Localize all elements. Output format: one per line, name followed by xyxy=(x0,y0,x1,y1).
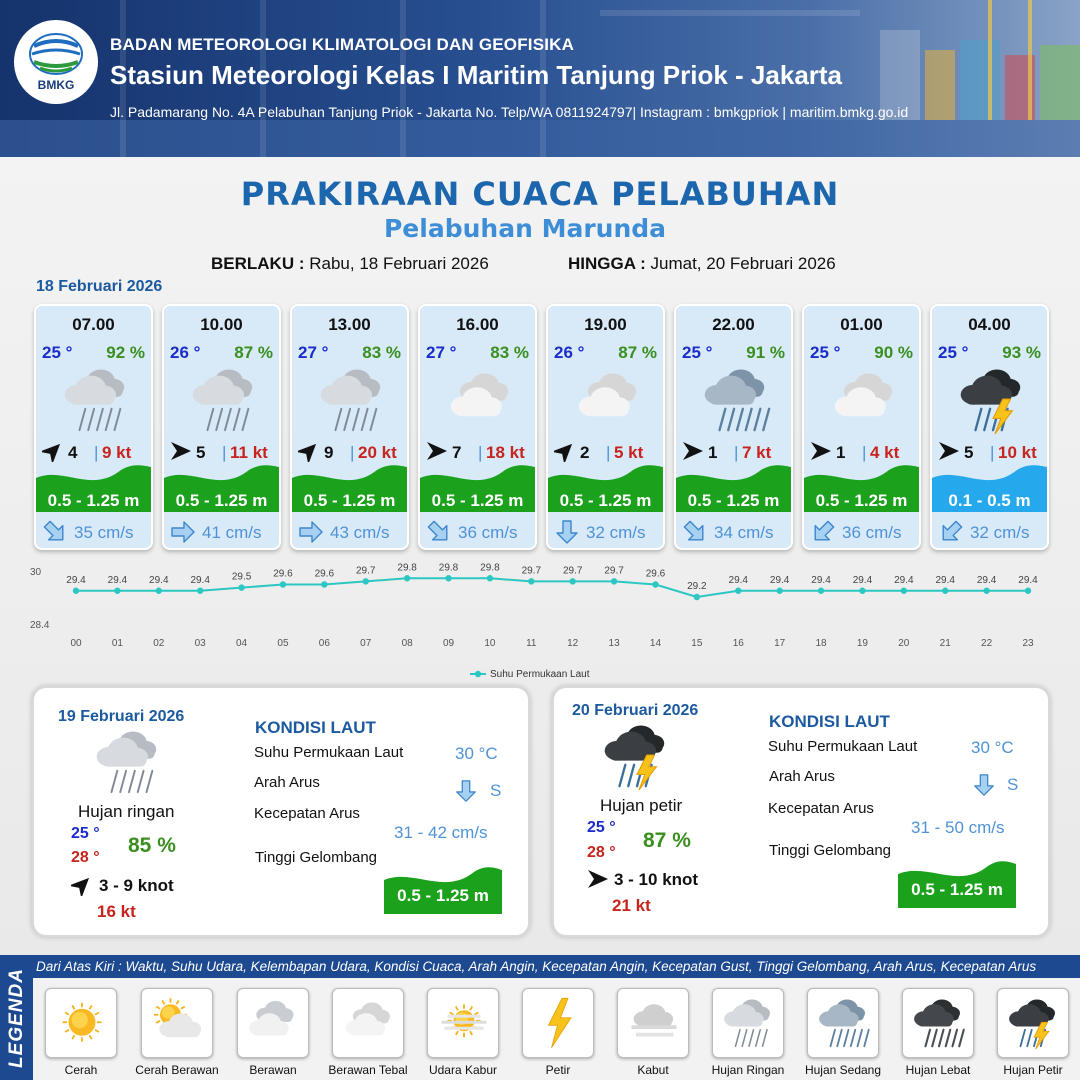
valid-to-value: Jumat, 20 Februari 2026 xyxy=(650,254,836,273)
forecast-humidity: 83 % xyxy=(362,343,401,362)
x-tick-label: 14 xyxy=(649,638,662,649)
forecast-temp: 27 ° xyxy=(298,343,329,362)
page-title: PRAKIRAAN CUACA PELABUHAN xyxy=(240,175,840,213)
legend-berawan-tebal-icon xyxy=(332,988,404,1058)
current-speed: 36 cm/s xyxy=(842,523,902,542)
day2-weather-icon xyxy=(90,726,168,798)
current-arrow-icon xyxy=(938,519,964,545)
day2-speed-value: 31 - 42 cm/s xyxy=(394,823,488,842)
current-row xyxy=(804,516,919,548)
legend-series-name: Suhu Permukaan Laut xyxy=(490,669,590,680)
legend-label: Hujan Petir xyxy=(1003,1063,1063,1077)
sst-data-label: 29.4 xyxy=(66,574,86,586)
x-tick-label: 08 xyxy=(401,638,413,649)
day3-panel xyxy=(552,686,1050,937)
day2-gust: 16 kt xyxy=(97,902,136,921)
wind-separator: | xyxy=(734,443,739,462)
forecast-temp: 26 ° xyxy=(554,343,585,362)
x-tick-label: 06 xyxy=(318,638,330,649)
forecast-humidity: 87 % xyxy=(618,343,657,362)
sst-point xyxy=(445,575,451,581)
wave-height: 0.5 - 1.25 m xyxy=(559,491,652,510)
bmkg-emblem-icon xyxy=(28,32,84,76)
sst-data-label: 29.7 xyxy=(604,565,624,577)
forecast-wind xyxy=(426,440,537,464)
y-tick-label: 30 xyxy=(30,567,42,578)
sst-point xyxy=(776,588,782,594)
legend-label: Berawan xyxy=(249,1063,297,1077)
forecast-card xyxy=(34,304,153,550)
sst-data-label: 29.4 xyxy=(811,574,831,586)
day3-temp-max: 28 ° xyxy=(587,844,616,861)
x-tick-label: 09 xyxy=(442,638,455,649)
forecast-wind xyxy=(42,440,153,464)
day2-temp-max: 28 ° xyxy=(71,849,100,866)
legend-label: Hujan Sedang xyxy=(804,1063,882,1077)
day2-wind-speed: 3 - 9 knot xyxy=(99,876,174,895)
day3-humidity: 87 % xyxy=(643,829,691,852)
wind-arrow-icon xyxy=(42,440,64,462)
legend-title: LEGENDA xyxy=(5,967,27,1068)
x-tick-label: 20 xyxy=(898,638,910,649)
x-tick-label: 05 xyxy=(277,638,289,649)
wind-arrow-icon xyxy=(554,440,576,462)
day2-dir-value: S xyxy=(490,781,502,800)
sst-point xyxy=(652,581,658,587)
wave-box xyxy=(548,464,663,512)
legend-hujan-sedang-icon xyxy=(807,988,879,1058)
wind-separator: | xyxy=(350,443,355,462)
sst-point xyxy=(942,588,948,594)
day1-date: 18 Februari 2026 xyxy=(36,278,163,295)
forecast-time: 22.00 xyxy=(712,315,755,334)
day3-wave-label: Tinggi Gelombang xyxy=(769,842,892,859)
x-tick-label: 13 xyxy=(608,638,620,649)
wind-speed: 5 xyxy=(964,443,974,462)
x-tick-label: 04 xyxy=(236,638,248,649)
sst-point xyxy=(487,575,493,581)
current-row xyxy=(164,516,279,548)
wind-separator: | xyxy=(222,443,227,462)
forecast-time: 13.00 xyxy=(328,315,371,334)
current-row xyxy=(676,516,791,548)
wave-height: 0.1 - 0.5 m xyxy=(948,491,1031,510)
sst-point xyxy=(321,581,327,587)
forecast-wind xyxy=(554,440,665,464)
wind-arrow-icon xyxy=(682,440,704,462)
forecast-card xyxy=(290,304,409,550)
legend-label: Cerah Berawan xyxy=(135,1063,219,1077)
wave-box xyxy=(164,464,279,512)
x-tick-label: 16 xyxy=(732,638,744,649)
sst-point xyxy=(528,578,534,584)
day2-wind-arrow-icon xyxy=(71,874,93,896)
sst-data-label: 29.8 xyxy=(397,562,417,574)
current-arrow-icon xyxy=(298,519,324,545)
sst-data-label: 29.4 xyxy=(728,574,748,586)
day2-wave-box xyxy=(384,866,502,914)
day2-sst-value: 30 °C xyxy=(455,744,498,763)
forecast-card xyxy=(674,304,793,550)
forecast-time: 07.00 xyxy=(72,315,115,334)
wave-height: 0.5 - 1.25 m xyxy=(687,491,780,510)
forecast-card xyxy=(802,304,921,550)
legend-berawan-icon xyxy=(237,988,309,1058)
sst-point xyxy=(404,575,410,581)
sst-point xyxy=(1025,588,1031,594)
sst-point xyxy=(611,578,617,584)
sst-data-label: 29.6 xyxy=(645,568,666,580)
wind-speed: 2 xyxy=(580,443,590,462)
wave-height: 0.5 - 1.25 m xyxy=(815,491,908,510)
legend-label: Petir xyxy=(545,1063,571,1077)
sst-point xyxy=(114,588,120,594)
forecast-card xyxy=(162,304,281,550)
forecast-humidity: 87 % xyxy=(234,343,273,362)
wind-gust: 7 kt xyxy=(742,443,772,462)
wind-speed: 4 xyxy=(68,443,78,462)
day3-kondisi-title: KONDISI LAUT xyxy=(769,712,890,731)
wind-gust: 9 kt xyxy=(102,443,132,462)
sst-point xyxy=(238,584,244,590)
current-arrow-icon xyxy=(170,519,196,545)
day3-dir-label: Arah Arus xyxy=(769,768,835,785)
current-speed: 41 cm/s xyxy=(202,523,262,542)
legend-marker xyxy=(475,671,481,677)
day2-date: 19 Februari 2026 xyxy=(58,708,185,725)
wind-separator: | xyxy=(478,443,483,462)
sst-data-label: 29.7 xyxy=(562,565,583,577)
weather-icon xyxy=(826,364,904,436)
day2-current-arrow-icon xyxy=(454,776,478,806)
forecast-temp: 25 ° xyxy=(42,343,73,362)
day2-speed-label: Kecepatan Arus xyxy=(254,805,360,822)
sst-data-label: 29.4 xyxy=(107,574,128,586)
wind-speed: 7 xyxy=(452,443,462,462)
forecast-humidity: 90 % xyxy=(874,343,913,362)
day2-sst-label: Suhu Permukaan Laut xyxy=(254,744,404,761)
day3-sst-value: 30 °C xyxy=(971,738,1014,757)
forecast-temp: 25 ° xyxy=(682,343,713,362)
sst-point xyxy=(983,588,989,594)
forecast-temp: 26 ° xyxy=(170,343,201,362)
x-tick-label: 07 xyxy=(360,638,372,649)
current-row xyxy=(292,516,407,548)
legend-label: Kabut xyxy=(637,1063,669,1077)
sst-point xyxy=(859,588,865,594)
sst-data-label: 29.4 xyxy=(149,574,169,586)
x-tick-label: 12 xyxy=(567,638,579,649)
current-row xyxy=(420,516,535,548)
legend-udara-kabur-icon xyxy=(427,988,499,1058)
valid-from xyxy=(211,254,489,274)
day2-kondisi-title: KONDISI LAUT xyxy=(255,718,376,737)
current-speed: 43 cm/s xyxy=(330,523,390,542)
sst-data-label: 29.4 xyxy=(769,574,790,586)
wind-separator: | xyxy=(990,443,995,462)
current-arrow-icon xyxy=(554,519,580,545)
forecast-card xyxy=(418,304,537,550)
day2-temp-min: 25 ° xyxy=(71,825,100,842)
sst-data-label: 29.4 xyxy=(852,574,873,586)
wind-speed: 9 xyxy=(324,443,334,462)
sst-point xyxy=(280,581,286,587)
x-tick-label: 10 xyxy=(484,638,496,649)
current-speed: 32 cm/s xyxy=(970,523,1030,542)
wind-gust: 18 kt xyxy=(486,443,525,462)
forecast-time: 19.00 xyxy=(584,315,627,334)
wind-arrow-icon xyxy=(426,440,448,462)
wind-arrow-icon xyxy=(170,440,192,462)
wind-speed: 5 xyxy=(196,443,206,462)
forecast-wind xyxy=(298,440,409,464)
wind-arrow-icon xyxy=(810,440,832,462)
sst-point xyxy=(694,594,700,600)
sst-point xyxy=(156,588,162,594)
legend-hujan-lebat-icon xyxy=(902,988,974,1058)
wind-separator: | xyxy=(862,443,867,462)
day3-sst-label: Suhu Permukaan Laut xyxy=(768,738,918,755)
weather-icon xyxy=(314,364,392,436)
sst-point xyxy=(569,578,575,584)
legend-petir-icon xyxy=(522,988,594,1058)
wind-arrow-icon xyxy=(298,440,320,462)
x-tick-label: 18 xyxy=(815,638,827,649)
wave-height: 0.5 - 1.25 m xyxy=(175,491,268,510)
port-name: Pelabuhan Marunda xyxy=(383,214,667,243)
sst-data-label: 29.8 xyxy=(438,562,459,574)
sst-point xyxy=(363,578,369,584)
sst-point xyxy=(735,588,741,594)
legend-tag xyxy=(0,955,33,1080)
wave-box xyxy=(36,464,151,512)
forecast-wind xyxy=(810,440,921,464)
wind-gust: 5 kt xyxy=(614,443,644,462)
wind-separator: | xyxy=(606,443,611,462)
weather-icon xyxy=(58,364,136,436)
current-speed: 36 cm/s xyxy=(458,523,518,542)
forecast-temp: 25 ° xyxy=(810,343,841,362)
day3-wave-box xyxy=(898,860,1016,908)
wind-gust: 10 kt xyxy=(998,443,1037,462)
sst-data-label: 29.7 xyxy=(521,565,542,577)
wave-box xyxy=(292,464,407,512)
forecast-time: 01.00 xyxy=(840,315,883,334)
logo-text: BMKG xyxy=(37,78,75,92)
wind-separator: | xyxy=(94,443,99,462)
x-tick-label: 17 xyxy=(774,638,786,649)
current-arrow-icon xyxy=(426,519,452,545)
sst-data-label: 29.4 xyxy=(976,574,997,586)
sst-point xyxy=(197,588,203,594)
x-tick-label: 23 xyxy=(1022,638,1034,649)
wind-gust: 4 kt xyxy=(870,443,900,462)
sst-data-label: 29.4 xyxy=(190,574,210,586)
day3-wave-value: 0.5 - 1.25 m xyxy=(911,880,1003,899)
legend-cerah-icon xyxy=(45,988,117,1058)
day3-weather-icon xyxy=(598,720,676,792)
current-arrow-icon xyxy=(42,519,68,545)
wave-box xyxy=(420,464,535,512)
wave-box xyxy=(676,464,791,512)
org-name: BADAN METEOROLOGI KLIMATOLOGI DAN GEOFISIKA xyxy=(110,35,575,54)
day3-speed-label: Kecepatan Arus xyxy=(768,800,874,817)
day3-current-arrow-icon xyxy=(972,770,996,800)
x-tick-label: 21 xyxy=(939,638,951,649)
forecast-humidity: 83 % xyxy=(490,343,529,362)
sst-point xyxy=(901,588,907,594)
valid-from-label: BERLAKU : xyxy=(211,254,305,273)
wave-height: 0.5 - 1.25 m xyxy=(47,491,140,510)
forecast-time: 10.00 xyxy=(200,315,243,334)
weather-icon xyxy=(570,364,648,436)
legend-kabut-icon xyxy=(617,988,689,1058)
weather-icon xyxy=(954,364,1032,436)
legend-label: Cerah xyxy=(64,1063,98,1077)
wave-height: 0.5 - 1.25 m xyxy=(303,491,396,510)
weather-icon xyxy=(442,364,520,436)
day3-speed-value: 31 - 50 cm/s xyxy=(911,818,1005,837)
day3-wind-speed: 3 - 10 knot xyxy=(614,870,699,889)
legend-hujan-petir-icon xyxy=(997,988,1069,1058)
wind-gust: 20 kt xyxy=(358,443,397,462)
wind-gust: 11 kt xyxy=(230,443,268,462)
current-arrow-icon xyxy=(810,519,836,545)
x-tick-label: 22 xyxy=(981,638,993,649)
forecast-humidity: 93 % xyxy=(1002,343,1041,362)
forecast-card xyxy=(546,304,665,550)
forecast-humidity: 92 % xyxy=(106,343,145,362)
x-tick-label: 19 xyxy=(856,638,868,649)
forecast-wind xyxy=(938,440,1049,464)
sst-point xyxy=(73,588,79,594)
bmkg-logo xyxy=(14,20,98,104)
current-speed: 32 cm/s xyxy=(586,523,646,542)
legend-label: Hujan Lebat xyxy=(905,1063,971,1077)
day2-dir-label: Arah Arus xyxy=(254,774,320,791)
valid-to xyxy=(568,254,836,274)
current-arrow-icon xyxy=(682,519,708,545)
wind-speed: 1 xyxy=(836,443,846,462)
sst-chart xyxy=(30,562,1070,682)
day3-dir-value: S xyxy=(1007,775,1019,794)
legend-description: Dari Atas Kiri : Waktu, Suhu Udara, Kelembapan Udara, Kondisi Cuaca, Arah Angin, Kecepatan Angin, Kecepatan Gust, Tinggi Gelombang, Arah Arus, Kecepatan Arus xyxy=(36,959,1037,974)
forecast-time: 16.00 xyxy=(456,315,499,334)
forecast-wind xyxy=(682,440,793,464)
day3-gust: 21 kt xyxy=(612,896,651,915)
forecast-card xyxy=(930,304,1049,550)
x-tick-label: 00 xyxy=(70,638,82,649)
x-tick-label: 01 xyxy=(111,638,123,649)
sst-data-label: 29.4 xyxy=(1018,574,1038,586)
sst-data-label: 29.6 xyxy=(314,568,335,580)
sst-line xyxy=(76,578,1028,597)
x-tick-label: 03 xyxy=(194,638,206,649)
station-address: Jl. Padamarang No. 4A Pelabuhan Tanjung Priok - Jakarta No. Telp/WA 0811924797| Instagram : bmkgpriok | maritim.bmkg.go.id xyxy=(110,104,909,120)
sst-data-label: 29.4 xyxy=(935,574,955,586)
forecast-temp: 27 ° xyxy=(426,343,457,362)
current-speed: 34 cm/s xyxy=(714,523,774,542)
day2-wave-value: 0.5 - 1.25 m xyxy=(397,886,489,905)
current-speed: 35 cm/s xyxy=(74,523,134,542)
legend-cerah-berawan-icon xyxy=(141,988,213,1058)
current-row xyxy=(36,516,151,548)
forecast-wind xyxy=(170,440,281,464)
day2-wave-label: Tinggi Gelombang xyxy=(255,849,378,866)
legend-label: Udara Kabur xyxy=(428,1063,498,1077)
y-tick-label: 28.4 xyxy=(30,620,50,631)
sst-data-label: 29.4 xyxy=(894,574,914,586)
wave-height: 0.5 - 1.25 m xyxy=(431,491,524,510)
day3-date: 20 Februari 2026 xyxy=(572,702,699,719)
sst-data-label: 29.2 xyxy=(687,581,707,592)
x-tick-label: 11 xyxy=(526,638,537,649)
sst-data-label: 29.8 xyxy=(480,562,500,574)
sst-data-label: 29.5 xyxy=(231,571,252,583)
weather-icon xyxy=(698,364,776,436)
wave-box xyxy=(804,464,919,512)
day2-humidity: 85 % xyxy=(128,834,176,857)
day3-wind-arrow-icon xyxy=(587,868,609,890)
station-name: Stasiun Meteorologi Kelas I Maritim Tanjung Priok - Jakarta xyxy=(110,60,843,90)
legend-hujan-ringan-icon xyxy=(712,988,784,1058)
sst-data-label: 29.7 xyxy=(356,565,376,577)
day2-panel xyxy=(32,686,530,937)
wave-box xyxy=(932,464,1047,512)
sst-point xyxy=(818,588,824,594)
current-row xyxy=(932,516,1047,548)
day2-condition: Hujan ringan xyxy=(78,802,175,821)
wind-speed: 1 xyxy=(708,443,718,462)
day3-temp-min: 25 ° xyxy=(587,819,616,836)
valid-to-label: HINGGA : xyxy=(568,254,646,273)
weather-icon xyxy=(186,364,264,436)
x-tick-label: 15 xyxy=(691,638,703,649)
current-row xyxy=(548,516,663,548)
day3-condition: Hujan petir xyxy=(600,796,683,815)
x-tick-label: 02 xyxy=(153,638,165,649)
wind-arrow-icon xyxy=(938,440,960,462)
forecast-humidity: 91 % xyxy=(746,343,785,362)
legend-label: Berawan Tebal xyxy=(328,1063,408,1077)
sst-data-label: 29.6 xyxy=(273,568,293,580)
legend-label: Hujan Ringan xyxy=(711,1063,785,1077)
forecast-temp: 25 ° xyxy=(938,343,969,362)
forecast-time: 04.00 xyxy=(968,315,1011,334)
valid-from-value: Rabu, 18 Februari 2026 xyxy=(309,254,489,273)
